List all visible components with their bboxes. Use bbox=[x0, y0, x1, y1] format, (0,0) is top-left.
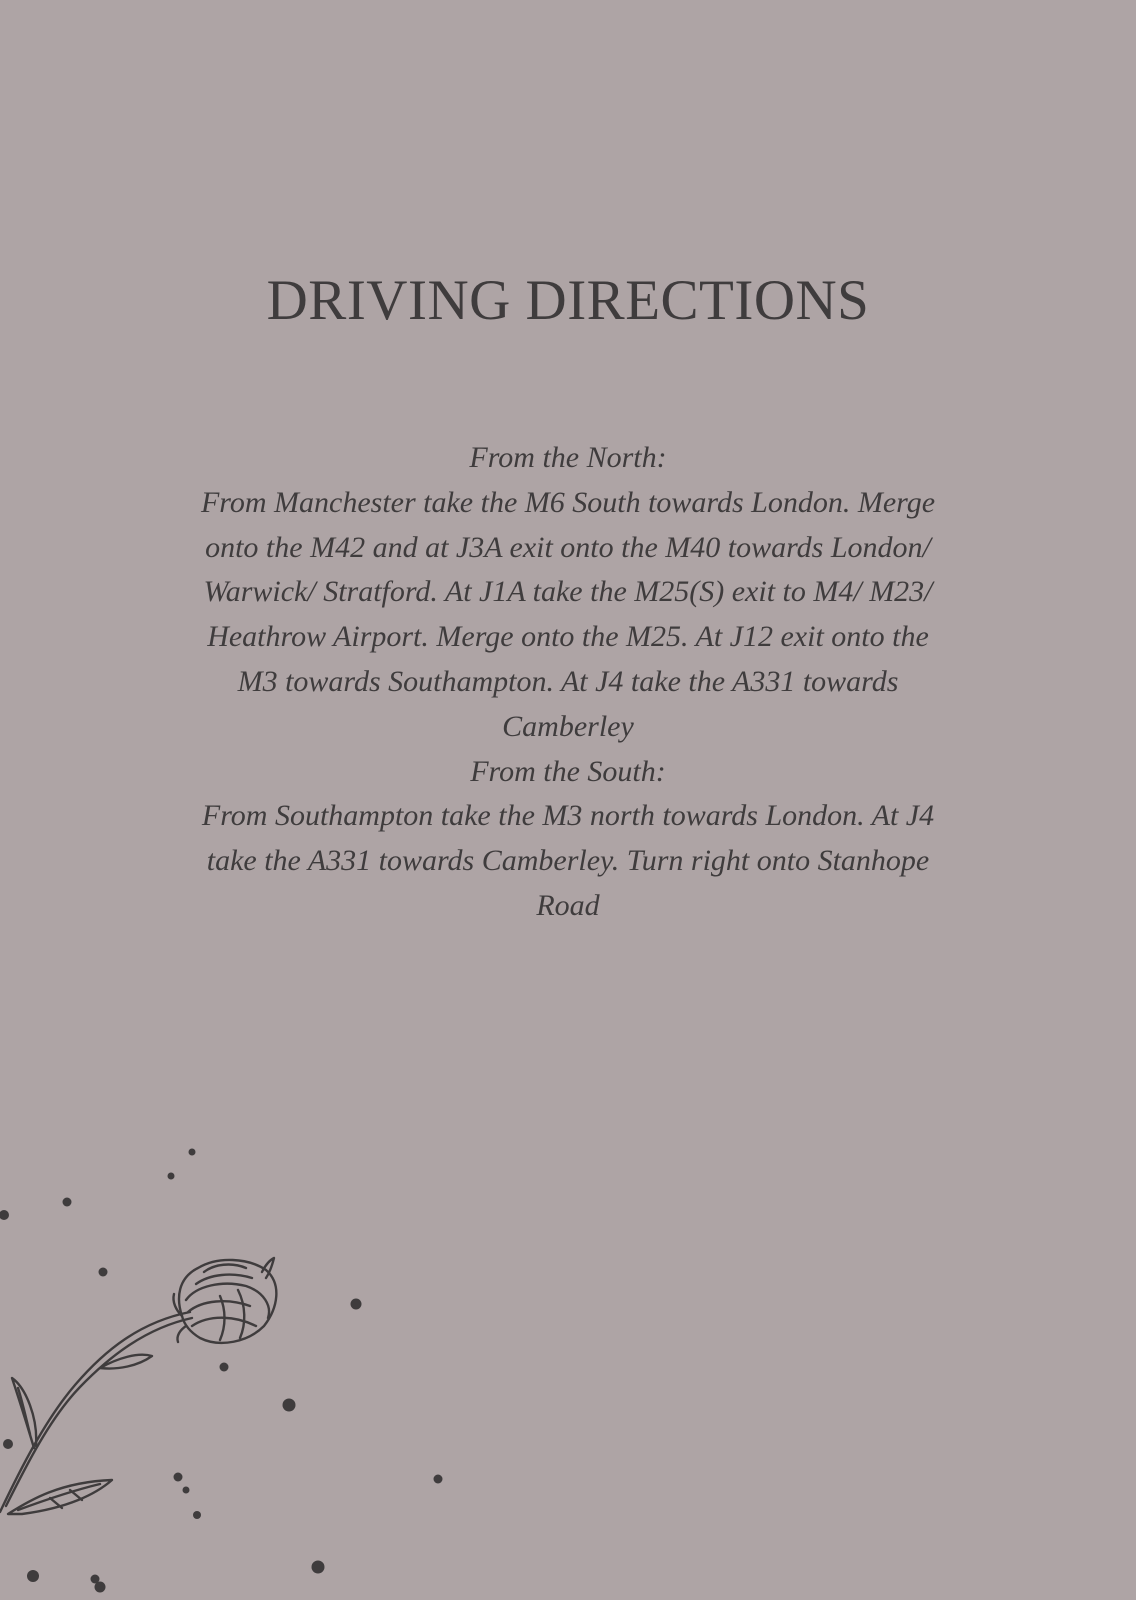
flower-stem-inner bbox=[6, 1318, 192, 1506]
south-directions: From Southampton take the M3 north towards London. At J4 take the A331 towards Camberley. Turn right onto Stanhope Road bbox=[201, 799, 935, 922]
south-heading: From the South: bbox=[470, 754, 666, 788]
directions-text bbox=[190, 436, 946, 929]
page-title: DRIVING DIRECTIONS bbox=[266, 269, 870, 332]
flower-bud-icon bbox=[0, 1130, 460, 1600]
north-directions: From Manchester take the M6 South towards London. Merge onto the M42 and at J3A exit onto the M40 towards London/ Warwick/ Stratford. At J1A take the M25(S) exit to M4/ M23/ Heathrow Airport. Merge onto the M25. At J12 exit onto the M3 towards Southampton. At J4 take the A331 towards Camberley bbox=[200, 485, 936, 743]
north-heading: From the North: bbox=[469, 441, 667, 474]
speckles bbox=[0, 1149, 443, 1593]
bud-tip bbox=[262, 1258, 274, 1278]
